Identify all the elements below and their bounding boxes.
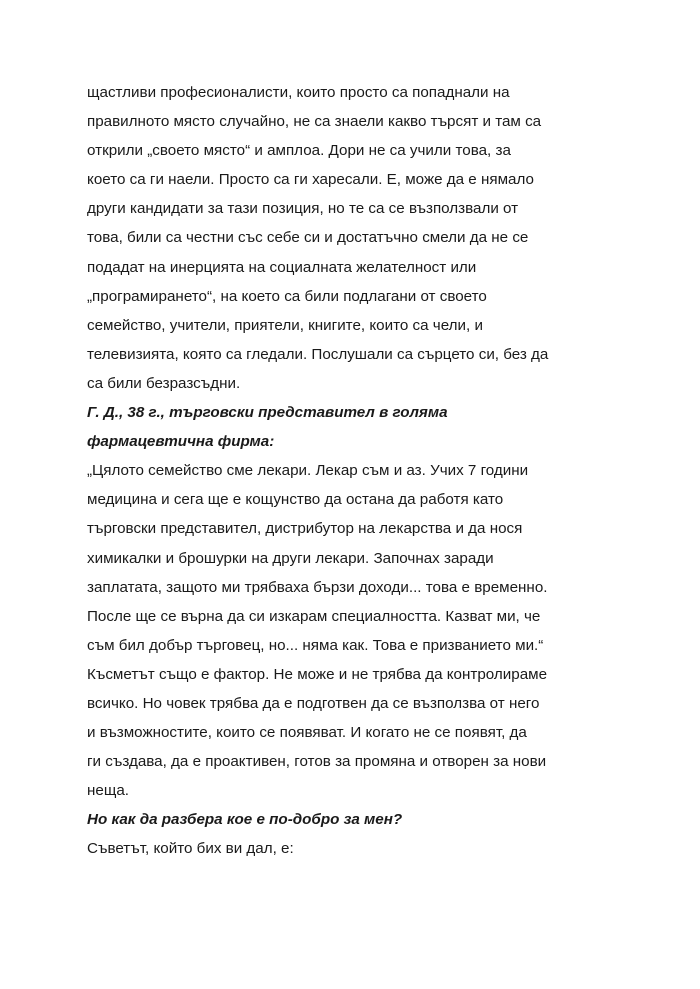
- paragraph-line: правилното място случайно, не са знаели какво търсят и там са: [87, 113, 542, 131]
- paragraph-line: ги създава, да е проактивен, готов за промяна и отворен за нови: [87, 753, 547, 771]
- section-heading: фармацевтична фирма:: [87, 433, 275, 451]
- paragraph-line: всичко. Но човек трябва да е подготвен да се възползва от него: [87, 694, 540, 712]
- paragraph-line: други кандидати за тази позиция, но те са се възползвали от: [87, 200, 519, 218]
- quote-line: химикалки и брошурки на други лекари. Започнах заради: [87, 549, 494, 567]
- quote-line: „Цялото семейство сме лекари. Лекар съм и аз. Учих 7 години: [87, 462, 529, 480]
- paragraph-line: и възможностите, които се появяват. И когато не се появят, да: [87, 724, 527, 742]
- paragraph-line: Съветът, който бих ви дал, е:: [87, 840, 294, 858]
- quote-line: заплатата, защото ми трябваха бързи доходи... това е временно.: [87, 578, 548, 596]
- quote-line: търговски представител, дистрибутор на лекарства и да нося: [87, 520, 523, 538]
- paragraph-line: неща.: [87, 782, 129, 800]
- paragraph-line: Късметът също е фактор. Не може и не трябва да контролираме: [87, 665, 548, 683]
- section-heading: Г. Д., 38 г., търговски представител в голяма: [87, 404, 448, 422]
- paragraph-line: подадат на инерцията на социалната желателност или: [87, 258, 477, 276]
- quote-line: съм бил добър търговец, но... няма как. Това е призванието ми.“: [87, 636, 544, 654]
- quote-line: медицина и сега ще е кощунство да остана да работя като: [87, 491, 504, 509]
- quote-line: После ще се върна да си изкарам специалността. Казват ми, че: [87, 607, 541, 625]
- section-heading: Но как да разбера кое е по-добро за мен?: [87, 811, 403, 829]
- paragraph-line: което са ги наели. Просто са ги харесали. Е, може да е нямало: [87, 171, 534, 189]
- paragraph-line: открили „своето място“ и амплоа. Дори не са учили това, за: [87, 142, 511, 160]
- paragraph-line: „програмирането“, на което са били подлагани от своето: [87, 287, 487, 305]
- document-body: [87, 78, 647, 864]
- paragraph-line: щастливи професионалисти, които просто са попаднали на: [87, 84, 510, 101]
- paragraph-line: семейство, учители, приятели, книгите, които са чели, и: [87, 316, 483, 334]
- paragraph-line: това, били са честни със себе си и достатъчно смели да не се: [87, 229, 529, 247]
- paragraph-line: са били безразсъдни.: [87, 374, 241, 392]
- paragraph-line: телевизията, която са гледали. Послушали са сърцето си, без да: [87, 345, 549, 363]
